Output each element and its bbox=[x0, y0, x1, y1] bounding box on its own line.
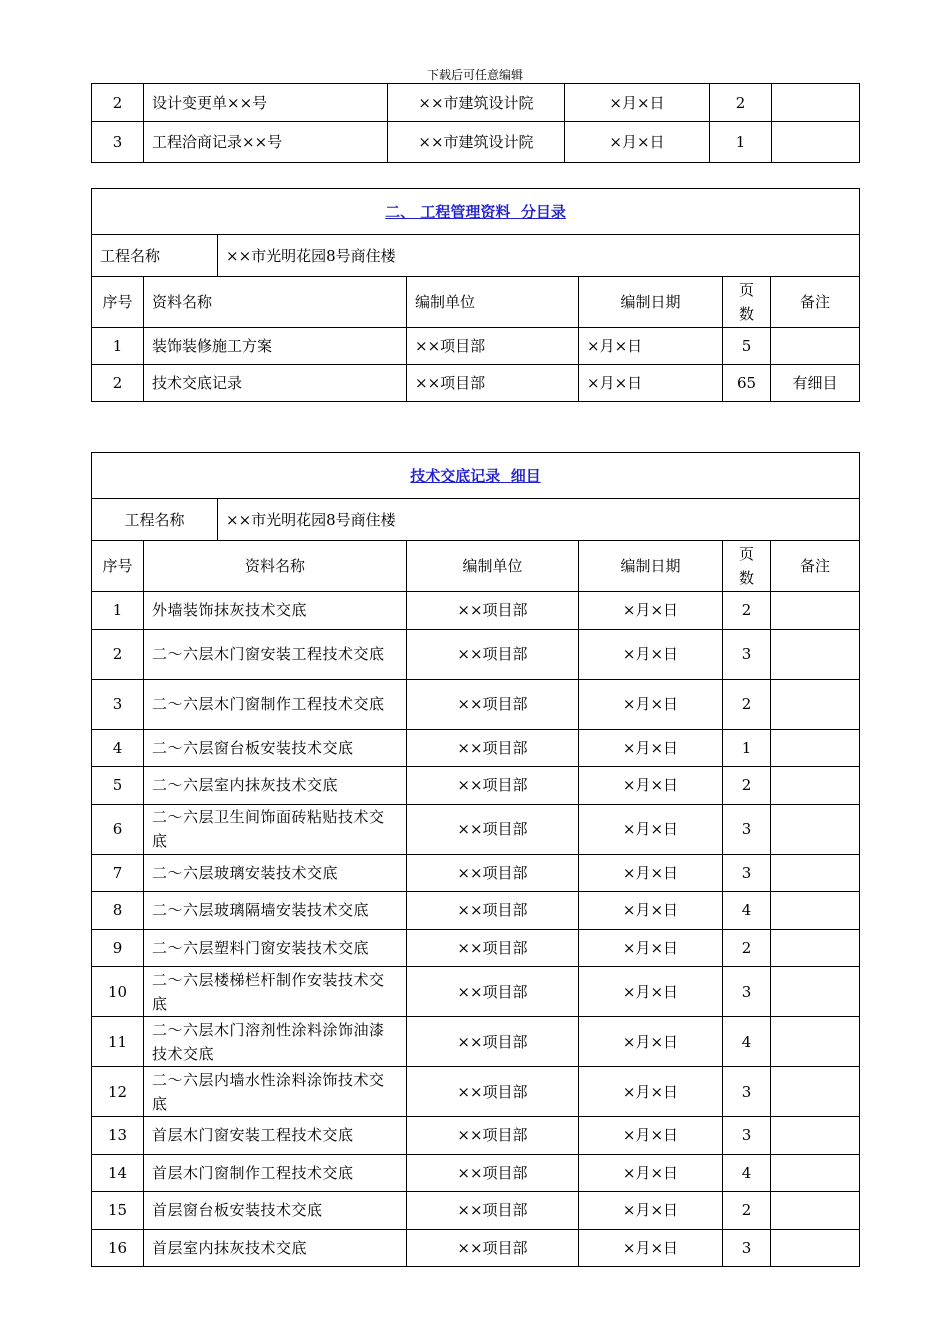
row-note bbox=[771, 929, 860, 967]
row-pages: 4 bbox=[723, 892, 771, 930]
header-date: 编制日期 bbox=[579, 277, 723, 328]
row-date: ×月×日 bbox=[579, 365, 723, 402]
row-note bbox=[772, 84, 860, 122]
row-pages: 4 bbox=[723, 1154, 771, 1192]
row-pages: 2 bbox=[710, 84, 772, 122]
row-unit: ××项目部 bbox=[407, 804, 579, 854]
row-note bbox=[771, 679, 860, 729]
header-pages: 页数 bbox=[723, 541, 771, 592]
row-unit: ××项目部 bbox=[407, 1229, 579, 1267]
row-no: 1 bbox=[92, 328, 144, 365]
row-unit: ××项目部 bbox=[407, 767, 579, 805]
row-no: 13 bbox=[92, 1117, 144, 1155]
table-row bbox=[92, 804, 860, 854]
row-name: 技术交底记录 bbox=[144, 365, 407, 402]
row-no: 11 bbox=[92, 1017, 144, 1067]
row-date: ×月×日 bbox=[579, 679, 723, 729]
table-row bbox=[92, 729, 860, 767]
header-no: 序号 bbox=[92, 277, 144, 328]
table-row bbox=[92, 767, 860, 805]
row-note bbox=[771, 1017, 860, 1067]
table-row bbox=[92, 1017, 860, 1067]
row-pages: 2 bbox=[723, 767, 771, 805]
row-note bbox=[772, 122, 860, 163]
row-unit: ××项目部 bbox=[407, 629, 579, 679]
row-name: 二～六层卫生间饰面砖粘贴技术交底 bbox=[144, 804, 407, 854]
table-row bbox=[92, 592, 860, 630]
row-unit: ××项目部 bbox=[407, 679, 579, 729]
row-unit: ××项目部 bbox=[407, 1154, 579, 1192]
table-title-suffix: 细目 bbox=[510, 466, 541, 485]
row-unit: ××项目部 bbox=[407, 328, 579, 365]
table-continued bbox=[91, 83, 860, 163]
row-no: 7 bbox=[92, 854, 144, 892]
row-pages: 2 bbox=[723, 592, 771, 630]
row-name: 二～六层内墙水性涂料涂饰技术交底 bbox=[144, 1067, 407, 1117]
row-no: 3 bbox=[92, 679, 144, 729]
row-pages: 1 bbox=[723, 729, 771, 767]
row-date: ×月×日 bbox=[579, 629, 723, 679]
row-pages: 65 bbox=[723, 365, 771, 402]
row-note bbox=[771, 967, 860, 1017]
row-no: 2 bbox=[92, 629, 144, 679]
table-row bbox=[92, 967, 860, 1017]
row-name: 二～六层玻璃隔墙安装技术交底 bbox=[144, 892, 407, 930]
row-name: 二～六层塑料门窗安装技术交底 bbox=[144, 929, 407, 967]
row-note bbox=[771, 729, 860, 767]
row-date: ×月×日 bbox=[579, 1192, 723, 1230]
row-no: 14 bbox=[92, 1154, 144, 1192]
row-date: ×月×日 bbox=[579, 592, 723, 630]
row-pages: 1 bbox=[710, 122, 772, 163]
row-unit: ××项目部 bbox=[407, 1017, 579, 1067]
table-row bbox=[92, 1067, 860, 1117]
row-unit: ××市建筑设计院 bbox=[388, 84, 565, 122]
table-row bbox=[92, 1192, 860, 1230]
row-unit: ××项目部 bbox=[407, 929, 579, 967]
row-name: 二～六层玻璃安装技术交底 bbox=[144, 854, 407, 892]
table-row bbox=[92, 629, 860, 679]
row-date: ×月×日 bbox=[579, 892, 723, 930]
row-note bbox=[771, 592, 860, 630]
table-title-main: 二、 工程管理资料 bbox=[385, 202, 511, 221]
row-no: 1 bbox=[92, 592, 144, 630]
row-no: 12 bbox=[92, 1067, 144, 1117]
row-date: ×月×日 bbox=[579, 1117, 723, 1155]
header-note: 备注 bbox=[771, 277, 860, 328]
row-no: 5 bbox=[92, 767, 144, 805]
row-date: ×月×日 bbox=[565, 122, 710, 163]
table-row bbox=[92, 854, 860, 892]
table-row bbox=[92, 929, 860, 967]
row-date: ×月×日 bbox=[579, 929, 723, 967]
header-unit: 编制单位 bbox=[407, 277, 579, 328]
row-note bbox=[771, 1154, 860, 1192]
row-pages: 2 bbox=[723, 679, 771, 729]
row-name: 首层木门窗制作工程技术交底 bbox=[144, 1154, 407, 1192]
row-no: 8 bbox=[92, 892, 144, 930]
row-pages: 3 bbox=[723, 1229, 771, 1267]
row-pages: 4 bbox=[723, 1017, 771, 1067]
row-name: 二～六层窗台板安装技术交底 bbox=[144, 729, 407, 767]
row-name: 首层木门窗安装工程技术交底 bbox=[144, 1117, 407, 1155]
row-name: 工程洽商记录××号 bbox=[144, 122, 388, 163]
table-title bbox=[92, 453, 860, 499]
row-unit: ××项目部 bbox=[407, 1117, 579, 1155]
row-note bbox=[771, 1117, 860, 1155]
row-note bbox=[771, 1067, 860, 1117]
row-date: ×月×日 bbox=[579, 1154, 723, 1192]
row-name: 设计变更单××号 bbox=[144, 84, 388, 122]
table-title-suffix: 分目录 bbox=[520, 202, 566, 221]
table-row bbox=[92, 84, 860, 122]
header-name: 资料名称 bbox=[144, 541, 407, 592]
row-pages: 3 bbox=[723, 1067, 771, 1117]
row-no: 15 bbox=[92, 1192, 144, 1230]
table-row bbox=[92, 365, 860, 402]
table-row bbox=[92, 328, 860, 365]
header-pages: 页数 bbox=[723, 277, 771, 328]
row-name: 二～六层楼梯栏杆制作安装技术交底 bbox=[144, 967, 407, 1017]
header-date: 编制日期 bbox=[579, 541, 723, 592]
table-disclosure-detail bbox=[91, 452, 860, 1267]
row-name: 二～六层室内抹灰技术交底 bbox=[144, 767, 407, 805]
row-name: 装饰装修施工方案 bbox=[144, 328, 407, 365]
row-date: ×月×日 bbox=[579, 854, 723, 892]
row-note bbox=[771, 804, 860, 854]
row-no: 4 bbox=[92, 729, 144, 767]
project-label: 工程名称 bbox=[92, 499, 218, 541]
row-pages: 3 bbox=[723, 629, 771, 679]
row-date: ×月×日 bbox=[579, 1229, 723, 1267]
row-no: 2 bbox=[92, 365, 144, 402]
row-note: 有细目 bbox=[771, 365, 860, 402]
row-unit: ××项目部 bbox=[407, 967, 579, 1017]
row-note bbox=[771, 328, 860, 365]
row-pages: 5 bbox=[723, 328, 771, 365]
header-note: 下载后可任意编辑 bbox=[426, 68, 523, 82]
project-label: 工程名称 bbox=[92, 235, 218, 277]
row-name: 二～六层木门窗安装工程技术交底 bbox=[144, 629, 407, 679]
row-note bbox=[771, 767, 860, 805]
row-date: ×月×日 bbox=[579, 729, 723, 767]
row-note bbox=[771, 629, 860, 679]
row-date: ×月×日 bbox=[565, 84, 710, 122]
header-name: 资料名称 bbox=[144, 277, 407, 328]
row-note bbox=[771, 1229, 860, 1267]
row-unit: ××项目部 bbox=[407, 892, 579, 930]
table-management-catalog bbox=[91, 188, 860, 402]
row-name: 二～六层木门溶剂性涂料涂饰油漆技术交底 bbox=[144, 1017, 407, 1067]
table-title-main: 技术交底记录 bbox=[410, 466, 501, 485]
row-note bbox=[771, 1192, 860, 1230]
row-pages: 2 bbox=[723, 1192, 771, 1230]
row-date: ×月×日 bbox=[579, 1017, 723, 1067]
row-pages: 2 bbox=[723, 929, 771, 967]
row-unit: ××项目部 bbox=[407, 365, 579, 402]
table-title bbox=[92, 189, 860, 235]
row-no: 16 bbox=[92, 1229, 144, 1267]
row-no: 6 bbox=[92, 804, 144, 854]
row-unit: ××项目部 bbox=[407, 729, 579, 767]
row-name: 首层窗台板安装技术交底 bbox=[144, 1192, 407, 1230]
row-name: 二～六层木门窗制作工程技术交底 bbox=[144, 679, 407, 729]
row-note bbox=[771, 854, 860, 892]
table-row bbox=[92, 122, 860, 163]
table-row bbox=[92, 1154, 860, 1192]
row-unit: ××项目部 bbox=[407, 1067, 579, 1117]
row-unit: ××项目部 bbox=[407, 592, 579, 630]
row-name: 首层室内抹灰技术交底 bbox=[144, 1229, 407, 1267]
row-date: ×月×日 bbox=[579, 1067, 723, 1117]
row-unit: ××项目部 bbox=[407, 1192, 579, 1230]
table-row bbox=[92, 679, 860, 729]
row-unit: ××市建筑设计院 bbox=[388, 122, 565, 163]
row-no: 2 bbox=[92, 84, 144, 122]
project-name: ××市光明花园8号商住楼 bbox=[218, 499, 860, 541]
table-row bbox=[92, 892, 860, 930]
row-date: ×月×日 bbox=[579, 767, 723, 805]
row-pages: 3 bbox=[723, 804, 771, 854]
row-name: 外墙装饰抹灰技术交底 bbox=[144, 592, 407, 630]
row-date: ×月×日 bbox=[579, 328, 723, 365]
row-pages: 3 bbox=[723, 854, 771, 892]
row-pages: 3 bbox=[723, 1117, 771, 1155]
row-pages: 3 bbox=[723, 967, 771, 1017]
row-no: 3 bbox=[92, 122, 144, 163]
table-row bbox=[92, 1117, 860, 1155]
row-unit: ××项目部 bbox=[407, 854, 579, 892]
table-row bbox=[92, 1229, 860, 1267]
header-no: 序号 bbox=[92, 541, 144, 592]
row-note bbox=[771, 892, 860, 930]
row-no: 9 bbox=[92, 929, 144, 967]
row-no: 10 bbox=[92, 967, 144, 1017]
header-unit: 编制单位 bbox=[407, 541, 579, 592]
row-date: ×月×日 bbox=[579, 804, 723, 854]
row-date: ×月×日 bbox=[579, 967, 723, 1017]
header-note: 备注 bbox=[771, 541, 860, 592]
project-name: ××市光明花园8号商住楼 bbox=[218, 235, 860, 277]
